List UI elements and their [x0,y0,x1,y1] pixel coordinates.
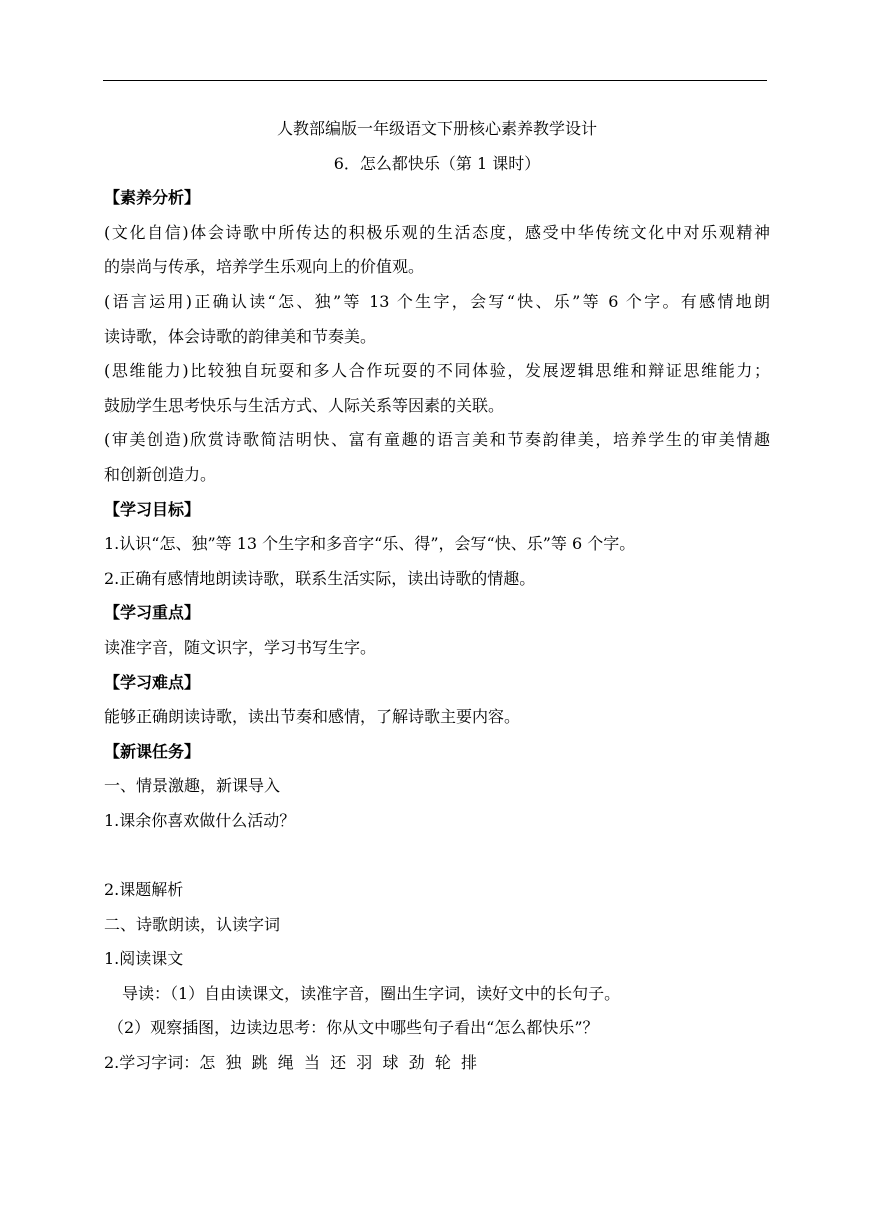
task-part-1-title: 一、情景激趣，新课导入 [104,776,281,796]
literacy-paragraph-language-line-1: (语言运用)正确认读“怎、独”等 13 个生字，会写“快、乐”等 6 个字。有感情地朗 [104,291,770,311]
literacy-paragraph-aesthetic-line-2: 和创新创造力。 [104,464,217,484]
literacy-paragraph-thinking-line-1: (思维能力)比较独自玩耍和多人合作玩耍的不同体验，发展逻辑思维和辩证思维能力； [104,361,770,381]
literacy-paragraph-thinking-line-2: 鼓励学生思考快乐与生活方式、人际关系等因素的关联。 [104,395,505,415]
literacy-paragraph-culture-line-1: (文化自信)体会诗歌中所传达的积极乐观的生活态度，感受中华传统文化中对乐观精神 [104,222,770,242]
section-heading-tasks: 【新课任务】 [104,741,201,761]
reading-guide-2: （2）观察插图，边读边思考：你从文中哪些句子看出“怎么都快乐”？ [108,1018,599,1038]
task-part-1-item-1: 1.课余你喜欢做什么活动？ [104,810,296,830]
document-body [104,112,770,1081]
section-heading-key-points: 【学习重点】 [104,603,201,623]
goal-item-1: 1.认识“怎、独”等 13 个生字和多音字“乐、得”，会写“快、乐”等 6 个字。 [104,534,636,554]
goal-item-2: 2.正确有感情地朗读诗歌，联系生活实际，读出诗歌的情趣。 [104,568,536,588]
blank-line [104,838,770,873]
literacy-paragraph-language-line-2: 读诗歌，体会诗歌的韵律美和节奏美。 [104,326,377,346]
task-part-1-item-2: 2.课题解析 [104,880,184,900]
reading-guide-1: 导读：（1）自由读课文，读准字音，圈出生字词，读好文中的长句子。 [122,983,621,1003]
task-part-2-title: 二、诗歌朗读，认读字词 [104,914,281,934]
literacy-paragraph-aesthetic-line-1: (审美创造)欣赏诗歌简洁明快、富有童趣的语言美和节奏韵律美，培养学生的审美情趣 [104,430,770,450]
key-points-text: 读准字音，随文识字，学习书写生字。 [104,637,377,657]
difficulties-text: 能够正确朗读诗歌，读出节奏和感情，了解诗歌主要内容。 [104,707,521,727]
section-heading-difficulties: 【学习难点】 [104,672,201,692]
task-part-2-item-2-vocabulary: 2.学习字词：怎 独 跳 绳 当 还 羽 球 劲 轮 排 [104,1053,477,1073]
task-part-2-item-1: 1.阅读课文 [104,949,184,969]
literacy-paragraph-culture-line-2: 的崇尚与传承，培养学生乐观向上的价值观。 [104,257,425,277]
section-heading-goals: 【学习目标】 [104,499,201,519]
lesson-subtitle: 6．怎么都快乐（第 1 课时） [333,153,541,173]
section-heading-literacy: 【素养分析】 [104,188,201,208]
header-rule [103,80,767,81]
document-title: 人教部编版一年级语文下册核心素养教学设计 [276,119,597,138]
